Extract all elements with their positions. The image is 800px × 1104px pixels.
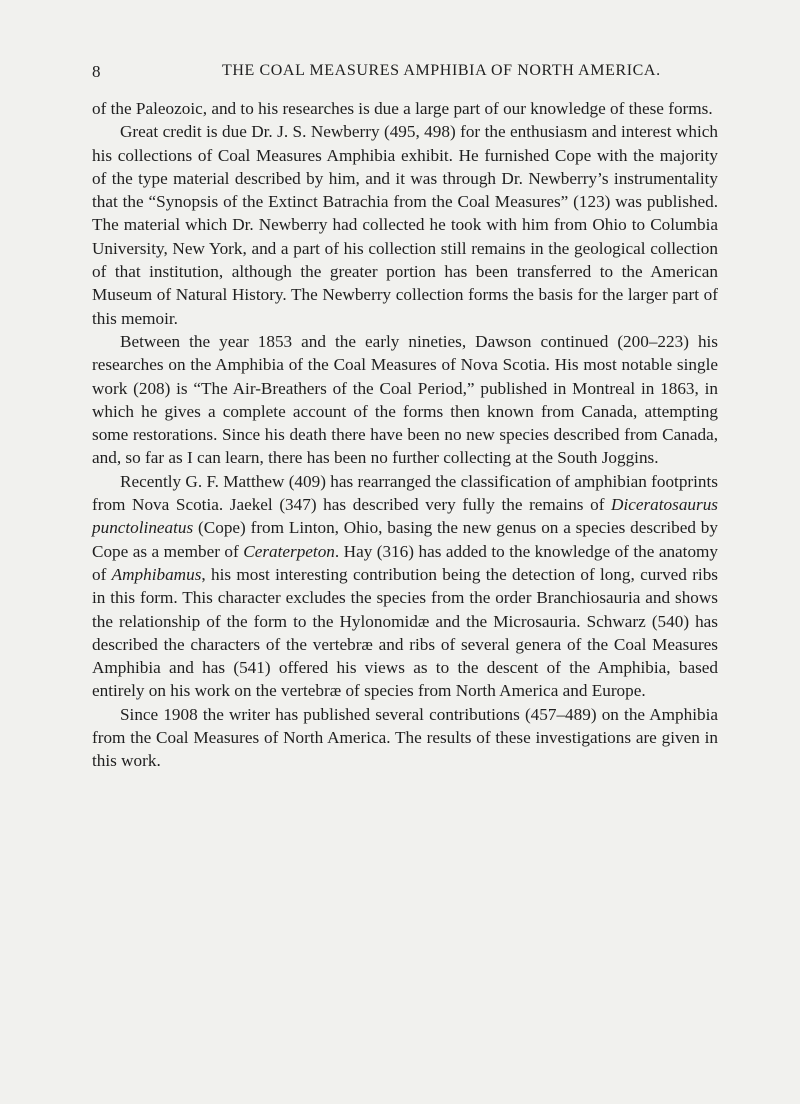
paragraph bbox=[92, 330, 718, 470]
paragraph bbox=[92, 120, 718, 330]
text-run: Great credit is due Dr. J. S. Newberry (495, 498) for the enthusiasm and interest which his collections of Coal Measures Amphibia exhibit. He furnished Cope with the majority of the type material described by him, and it was through Dr. Newberry’s instrumentality that the “Synopsis of the Extinct Batrachia from the Coal Measures” (123) was published. The material which Dr. Newberry had collected he took with him from Ohio to Columbia University, New York, and a part of his collection still remains in the geological collection of that institution, although the greater portion has been transferred to the American Museum of Natural History. The Newberry collection forms the basis for the larger part of this memoir. bbox=[92, 122, 718, 328]
page-number: 8 bbox=[92, 62, 101, 81]
italic-taxon-name: Ceraterpeton bbox=[243, 541, 335, 561]
running-head: THE COAL MEASURES AMPHIBIA OF NORTH AMERICA. bbox=[222, 62, 661, 79]
paragraph bbox=[92, 703, 718, 773]
paragraph bbox=[92, 470, 718, 703]
text-run: Between the year 1853 and the early nineties, Dawson continued (200–223) his researches on the Amphibia of the Coal Measures of Nova Scotia. His most notable single work (208) is “The Air-Breathers of the Coal Period,” published in Montreal in 1863, in which he gives a complete account of the forms then known from Canada, attempting some restorations. Since his death there have been no new species described from Canada, and, so far as I can learn, there has been no further collecting at the South Joggins. bbox=[92, 331, 718, 468]
text-run: Since 1908 the writer has published several contributions (457–489) on the Amphibia from the Coal Measures of North America. The results of these investigations are given in this work. bbox=[92, 704, 718, 771]
text-run: . Hay (316) has added to the knowledge of the anatomy of bbox=[92, 541, 719, 584]
text-run: Recently G. F. Matthew (409) has rearranged the classification of amphibian footprints from Nova Scotia. Jaekel (347) has described very fully the remains of bbox=[92, 471, 718, 515]
text-run: (Cope) from Linton, Ohio, basing the new genus on a species described by Cope as a member of bbox=[92, 518, 718, 561]
italic-taxon-name: Amphibamus bbox=[111, 564, 202, 584]
page-header bbox=[92, 62, 718, 86]
paragraph bbox=[92, 97, 718, 120]
italic-taxon-name: Diceratosaurus punctolineatus bbox=[92, 495, 718, 538]
body-text bbox=[92, 97, 718, 773]
text-run: of the Paleozoic, and to his researches is due a large part of our knowledge of these forms. bbox=[92, 99, 713, 118]
text-run: , his most interesting contribution being the detection of long, curved ribs in this form. This character excludes the species from the order Branchiosauria and shows the relationship of the form to the Hylonomidæ and the Microsauria. Schwarz (540) has described the characters of the vertebræ and ribs of several genera of the Coal Measures Amphibia and has (541) offered his views as to the descent of the Amphibia, based entirely on his work on the vertebræ of species from North America and Europe. bbox=[92, 564, 718, 701]
